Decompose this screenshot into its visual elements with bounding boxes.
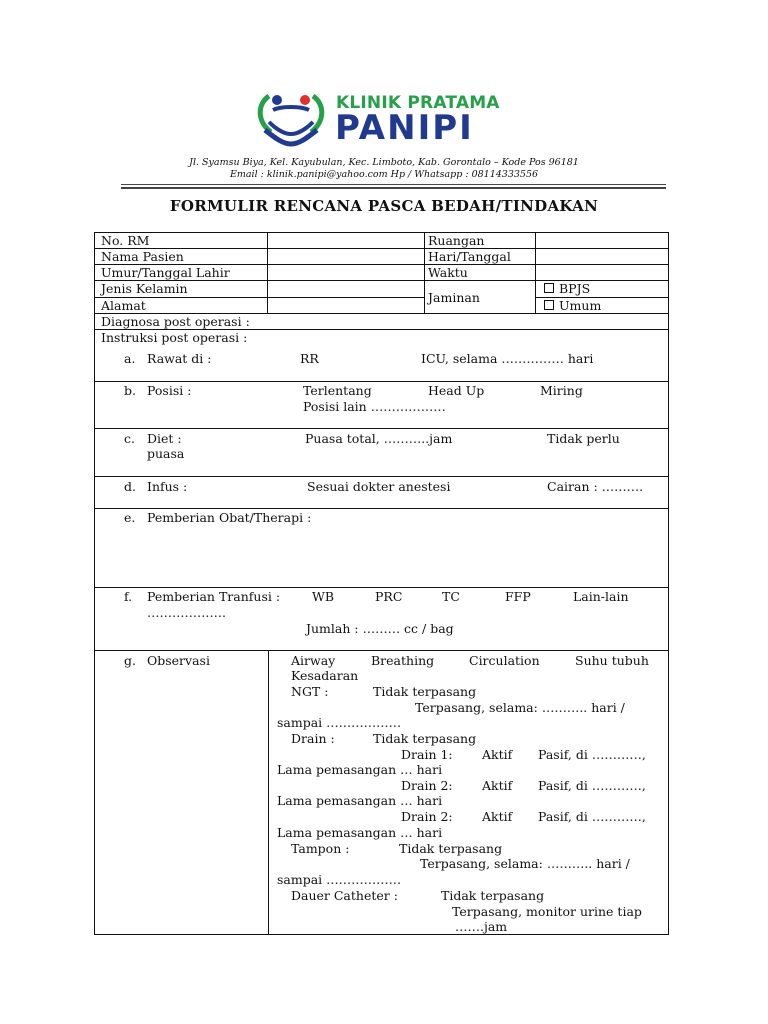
obs-dauer-label: Dauer Catheter : [291,888,398,903]
obs-airway: Airway [291,653,336,668]
section-f-tc: TC [442,589,460,604]
label-jenis-kelamin: Jenis Kelamin [101,281,188,296]
section-b-letter: b. [124,383,136,398]
checkbox-bpjs[interactable] [544,283,554,293]
section-c-puasa: puasa [147,446,185,461]
section-a-label: Rawat di : [147,351,212,366]
obs-drain-label: Drain : [291,731,335,746]
obs-tampon-tidak: Tidak terpasang [399,841,503,856]
section-d-letter: d. [124,479,136,494]
section-f-lain: Lain-lain [573,589,629,604]
clinic-name-line2: PANIPI [335,108,474,148]
obs-dauer-jam: …….jam [455,919,508,934]
obs-tampon-sampai: sampai ……………… [277,872,402,887]
section-b-headup: Head Up [428,383,485,398]
section-d-cairan: Cairan : ………. [547,479,644,494]
section-c-label: Diet : [147,431,182,446]
section-c-tidak-perlu: Tidak perlu [547,431,620,446]
section-b-label: Posisi : [147,383,192,398]
obs-circulation: Circulation [469,653,540,668]
label-jaminan: Jaminan [428,290,480,305]
section-e-label: Pemberian Obat/Therapi : [147,510,312,525]
section-a-rr: RR [300,351,319,366]
obs-drain1: Drain 1: [401,747,453,762]
obs-ngt-label: NGT : [291,684,329,699]
label-diagnosa: Diagnosa post operasi : [101,314,250,329]
obs-drain2b-pasif: Pasif, di …………, [538,809,646,824]
obs-kesadaran: Kesadaran [291,668,359,683]
obs-drain2a-aktif: Aktif [482,778,513,793]
section-f-letter: f. [124,589,133,604]
label-umur: Umur/Tanggal Lahir [101,265,230,280]
obs-tampon-terpasang: Terpasang, selama: ……….. hari / [420,856,630,871]
section-f-ffp: FFP [505,589,531,604]
label-alamat: Alamat [101,298,146,313]
section-f-jumlah: Jumlah : ……… cc / bag [306,621,454,636]
obs-drain1-pasif: Pasif, di …………, [538,747,646,762]
header-rule-bottom [121,187,666,189]
section-c-puasa-total: Puasa total, ………..jam [305,431,453,446]
section-c-letter: c. [124,431,135,446]
obs-ngt-terpasang: Terpasang, selama: ……….. hari / [415,700,625,715]
header-rule-top [121,184,666,185]
label-waktu: Waktu [428,265,468,280]
obs-drain1-aktif: Aktif [482,747,513,762]
section-g-label: Observasi [147,653,210,668]
section-f-lain-dots: ………………. [147,605,226,620]
option-umum[interactable]: Umum [544,298,601,313]
section-a-letter: a. [124,351,136,366]
obs-drain2b: Drain 2: [401,809,453,824]
obs-drain-tidak: Tidak terpasang [373,731,477,746]
obs-breathing: Breathing [371,653,435,668]
obs-dauer-tidak: Tidak terpasang [441,888,545,903]
checkbox-umum[interactable] [544,300,554,310]
label-ruangan: Ruangan [428,233,485,248]
obs-drain2b-aktif: Aktif [482,809,513,824]
label-hari-tanggal: Hari/Tanggal [428,249,511,264]
label-no-rm: No. RM [101,233,150,248]
section-f-wb: WB [312,589,335,604]
obs-drain2a: Drain 2: [401,778,453,793]
section-e-letter: e. [124,510,136,525]
label-instruksi: Instruksi post operasi : [101,330,248,345]
clinic-contact: Email : klinik.panipi@yahoo.com Hp / Whatsapp : 08114333556 [229,169,539,180]
section-b-terlentang: Terlentang [303,383,372,398]
label-nama-pasien: Nama Pasien [101,249,184,264]
obs-drain1-lama: Lama pemasangan … hari [277,762,443,777]
obs-ngt-sampai: sampai ……………… [277,715,402,730]
option-bpjs[interactable]: BPJS [544,281,590,296]
section-d-sesuai: Sesuai dokter anestesi [307,479,451,494]
clinic-name-line1: KLINIK PRATAMA [336,93,500,113]
obs-ngt-tidak: Tidak terpasang [373,684,477,699]
section-b-posisi-lain: Posisi lain ……………… [303,399,446,414]
section-f-label: Pemberian Tranfusi : [147,589,281,604]
section-f-prc: PRC [375,589,403,604]
form-title: FORMULIR RENCANA PASCA BEDAH/TINDAKAN [169,197,599,215]
obs-tampon-label: Tampon : [291,841,350,856]
clinic-address: Jl. Syamsu Biya, Kel. Kayubulan, Kec. Limboto, Kab. Gorontalo – Kode Pos 96181 [189,157,579,168]
obs-suhu: Suhu tubuh [575,653,649,668]
clinic-logo-icon [255,86,327,148]
section-b-miring: Miring [540,383,583,398]
obs-drain2b-lama: Lama pemasangan … hari [277,825,443,840]
obs-dauer-monitor: Terpasang, monitor urine tiap [452,904,642,919]
section-a-icu: ICU, selama …………… hari [421,351,594,366]
section-d-label: Infus : [147,479,188,494]
obs-drain2a-pasif: Pasif, di …………, [538,778,646,793]
section-g-letter: g. [124,653,136,668]
obs-drain2a-lama: Lama pemasangan … hari [277,793,443,808]
